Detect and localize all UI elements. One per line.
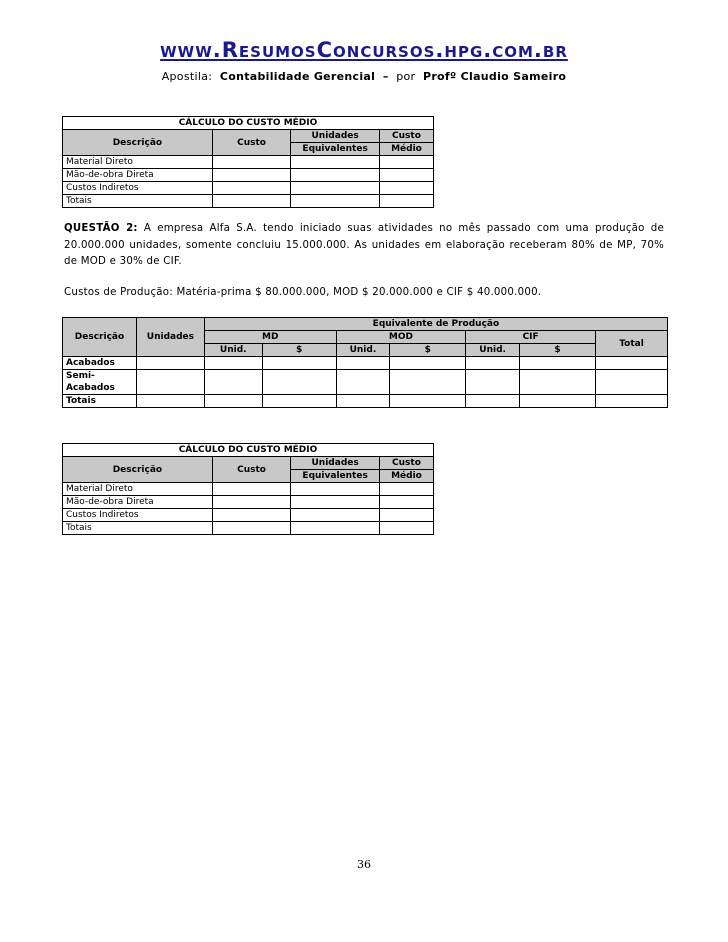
table-row: [63, 370, 668, 395]
sub-header-dollar: $: [519, 344, 595, 357]
row-label: Acabados: [63, 357, 137, 370]
table-row: [63, 522, 434, 535]
group-header-equivalente: Equivalente de Produção: [204, 318, 667, 331]
col-header-unidades: Unidades: [291, 130, 380, 143]
col-header-equivalentes: Equivalentes: [291, 143, 380, 156]
equivalente-producao-table: [62, 317, 668, 408]
table-row: [63, 169, 434, 182]
row-label: Material Direto: [63, 156, 213, 169]
sub-header-unid: Unid.: [204, 344, 262, 357]
col-header-descricao: Descrição: [63, 318, 137, 357]
col-header-mod: MOD: [336, 331, 466, 344]
col-header-medio: Médio: [379, 470, 433, 483]
col-header-equivalentes: Equivalentes: [291, 470, 380, 483]
row-label: Custos Indiretos: [63, 182, 213, 195]
col-header-custo: Custo: [212, 457, 290, 483]
table-row: [63, 395, 668, 408]
subtitle-dash: –: [382, 70, 389, 83]
subtitle-by: por: [396, 70, 416, 83]
row-label: Mão-de-obra Direta: [63, 496, 213, 509]
col-header-medio: Médio: [379, 143, 433, 156]
table-row: [63, 156, 434, 169]
table-title: CÁLCULO DO CUSTO MÉDIO: [63, 444, 434, 457]
subtitle: [0, 70, 728, 83]
table-row: [63, 195, 434, 208]
row-label: Mão-de-obra Direta: [63, 169, 213, 182]
table-row: [63, 496, 434, 509]
author-name: Profº Claudio Sameiro: [422, 70, 567, 83]
row-label: Totais: [63, 195, 213, 208]
subtitle-prefix: Apostila:: [161, 70, 213, 83]
col-header-total: Total: [595, 331, 667, 357]
table-row: [63, 357, 668, 370]
row-label: Material Direto: [63, 483, 213, 496]
question-label: QUESTÃO 2:: [64, 223, 138, 234]
row-label: Totais: [63, 395, 137, 408]
row-label-line-1: Semi-: [66, 371, 95, 381]
col-header-custo-medio: Custo: [379, 130, 433, 143]
custo-medio-table-2: [62, 443, 434, 535]
table-row: [63, 483, 434, 496]
col-header-descricao: Descrição: [63, 457, 213, 483]
col-header-custo: Custo: [212, 130, 290, 156]
table-row: [63, 509, 434, 522]
sub-header-unid: Unid.: [466, 344, 520, 357]
col-header-cif: CIF: [466, 331, 596, 344]
row-label-line-2: Acabados: [66, 383, 115, 393]
col-header-custo-medio: Custo: [379, 457, 433, 470]
table-row: [63, 182, 434, 195]
sub-header-dollar: $: [390, 344, 466, 357]
question-text: A empresa Alfa S.A. tendo iniciado suas atividades no mês passado com uma produção de 20.000.000 unidades, somente concluiu 15.000.000. As unidades em elaboração receberam 80% de MP, 70% de MOD e 30% de CIF.: [64, 223, 664, 267]
col-header-unidades: Unidades: [136, 318, 204, 357]
col-header-unidades: Unidades: [291, 457, 380, 470]
col-header-descricao: Descrição: [63, 130, 213, 156]
row-label: Totais: [63, 522, 213, 535]
row-label: Custos Indiretos: [63, 509, 213, 522]
course-name: Contabilidade Gerencial: [219, 70, 376, 83]
question-paragraph: [64, 221, 664, 271]
custo-medio-table-1: [62, 116, 434, 208]
site-title: www.ResumosConcursos.hpg.com.br: [160, 38, 568, 62]
sub-header-dollar: $: [262, 344, 336, 357]
table-title: CÁLCULO DO CUSTO MÉDIO: [63, 117, 434, 130]
sub-header-unid: Unid.: [336, 344, 390, 357]
production-costs: Custos de Produção: Matéria-prima $ 80.000.000, MOD $ 20.000.000 e CIF $ 40.000.000.: [64, 287, 542, 298]
col-header-md: MD: [204, 331, 336, 344]
page-number: 36: [357, 858, 371, 871]
row-label: [63, 370, 137, 395]
